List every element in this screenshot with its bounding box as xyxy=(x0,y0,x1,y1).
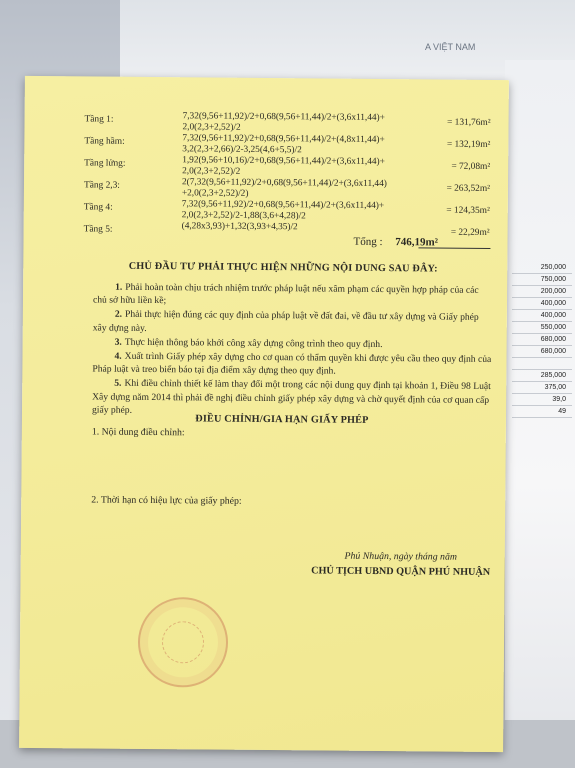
floor-name: Tầng 1: xyxy=(84,114,114,125)
obligation-item xyxy=(93,281,493,311)
floor-formula: 2(7,32(9,56+11,92)/2+0,68(9,56+11,44)/2+(3,6x11,44) +2,0(2,3+2,52)/2) xyxy=(181,177,387,199)
floor-formula: 7,32(9,56+11,92)/2+0,68(9,56+11,44)/2+(4,8x11,44)+ 3,2(2,3+2,66)/2-3,25(4,6+5,5)/2 xyxy=(182,133,385,156)
price-entry: 550,000 xyxy=(512,322,572,334)
signature-block xyxy=(291,550,511,578)
floor-name: Tầng 5: xyxy=(83,224,113,235)
floor-area-result: = 131,76m² xyxy=(446,117,491,128)
background-label: A VIỆT NAM xyxy=(425,42,476,52)
obligation-number: 4. xyxy=(114,350,122,362)
adjust-title: ĐIỀU CHỈNH/GIA HẠN GIẤY PHÉP xyxy=(195,413,369,426)
obligation-number: 1. xyxy=(115,281,123,293)
price-entry: 400,000 xyxy=(512,298,572,310)
obligation-number: 3. xyxy=(114,336,122,348)
floor-formula: 1,92(9,56+10,16)/2+0,68(9,56+11,44)/2+(3,6x11,44)+ 2,0(2,3+2,52)/2 xyxy=(182,155,385,177)
price-entry: 680,000 xyxy=(512,334,572,346)
price-entry: 375,00 xyxy=(512,382,572,394)
price-entry: 200,000 xyxy=(512,286,572,298)
signature-title: CHỦ TỊCH UBND QUẬN PHÚ NHUẬN xyxy=(311,565,491,578)
price-entry: 250,000 xyxy=(512,262,572,274)
floor-formula: (4,28x3,93)+1,32(3,93+4,35)/2 xyxy=(181,221,298,233)
obligations-list xyxy=(92,281,493,422)
permit-document-page xyxy=(19,76,509,752)
validity-label: 2. Thời hạn có hiệu lực của giấy phép: xyxy=(91,494,242,507)
obligation-text: Thực hiện thông báo khởi công xây dựng công trình theo quy định. xyxy=(124,336,383,350)
price-entry xyxy=(512,358,572,370)
floor-name: Tầng 2,3: xyxy=(83,180,120,191)
adjust-content-label: 1. Nội dung điều chỉnh: xyxy=(91,426,185,439)
total-value: 746,19m² xyxy=(395,236,439,249)
floor-formula: 7,32(9,56+11,92)/2+0,68(9,56+11,44)/2+(3,6x11,44)+ 2,0(2,3+2,52)/2 xyxy=(182,111,385,133)
floor-area-result: = 124,35m² xyxy=(446,205,490,216)
floor-formula: 7,32(9,56+11,92)/2+0,68(9,56+11,44)/2+(3,6x11,44)+ 2,0(2,3+2,52)/2-1,88(3,6+4,28)/2 xyxy=(181,199,385,222)
official-seal-inner xyxy=(162,621,204,663)
floor-name: Tầng hầm: xyxy=(84,136,125,147)
floor-area-table xyxy=(83,110,494,249)
obligation-number: 5. xyxy=(114,378,122,390)
total-label: Tổng : xyxy=(353,235,383,249)
price-entry: 49 xyxy=(512,406,572,418)
obligation-item xyxy=(92,350,492,380)
floor-area-result: = 22,29m² xyxy=(450,227,490,238)
obligation-text: Phải thực hiện đúng các quy định của pháp luật về đất đai, về đầu tư xây dựng và Giấy phép xây dựng này. xyxy=(92,309,479,334)
price-entry: 39,0 xyxy=(512,394,572,406)
floor-area-result: = 72,08m² xyxy=(451,161,491,172)
obligation-item xyxy=(93,308,493,338)
price-entry: 400,000 xyxy=(512,310,572,322)
signature-date: Phú Nhuận, ngày tháng năm xyxy=(344,550,457,563)
price-entry: 680,000 xyxy=(512,346,572,358)
obligation-text: Phải hoàn toàn chịu trách nhiệm trước pháp luật nếu xâm phạm các quyền hợp pháp của các chủ sở hữu liền kề; xyxy=(92,281,479,307)
floor-name: Tầng 4: xyxy=(83,202,113,213)
price-entry: 750,000 xyxy=(512,274,572,286)
obligation-text: Xuất trình Giấy phép xây dựng cho cơ quan có thẩm quyền khi được yêu cầu theo quy định của Pháp luật và treo biển báo tại địa điểm xây dựng theo quy định. xyxy=(92,350,492,377)
floor-area-result: = 132,19m² xyxy=(446,139,491,150)
price-entry: 285,000 xyxy=(512,370,572,382)
official-seal xyxy=(138,597,229,688)
obligation-text: Khi điều chỉnh thiết kế làm thay đổi một trong các nội dung quy định tại khoản 1, Điều 98 Luật Xây dựng năm 2014 thì phải đề nghị điều chỉnh giấy phép xây dựng và chờ quyết định của cơ quan cấp giấy phép. xyxy=(91,378,491,416)
floor-name: Tầng lửng: xyxy=(84,158,126,169)
obligations-title: CHỦ ĐẦU TƯ PHẢI THỰC HIỆN NHỮNG NỘI DUNG SAU ĐÂY: xyxy=(128,260,438,275)
obligation-number: 2. xyxy=(114,309,123,321)
total-underline xyxy=(418,247,490,249)
background-price-list xyxy=(512,262,572,418)
floor-area-result: = 263,52m² xyxy=(446,183,491,194)
